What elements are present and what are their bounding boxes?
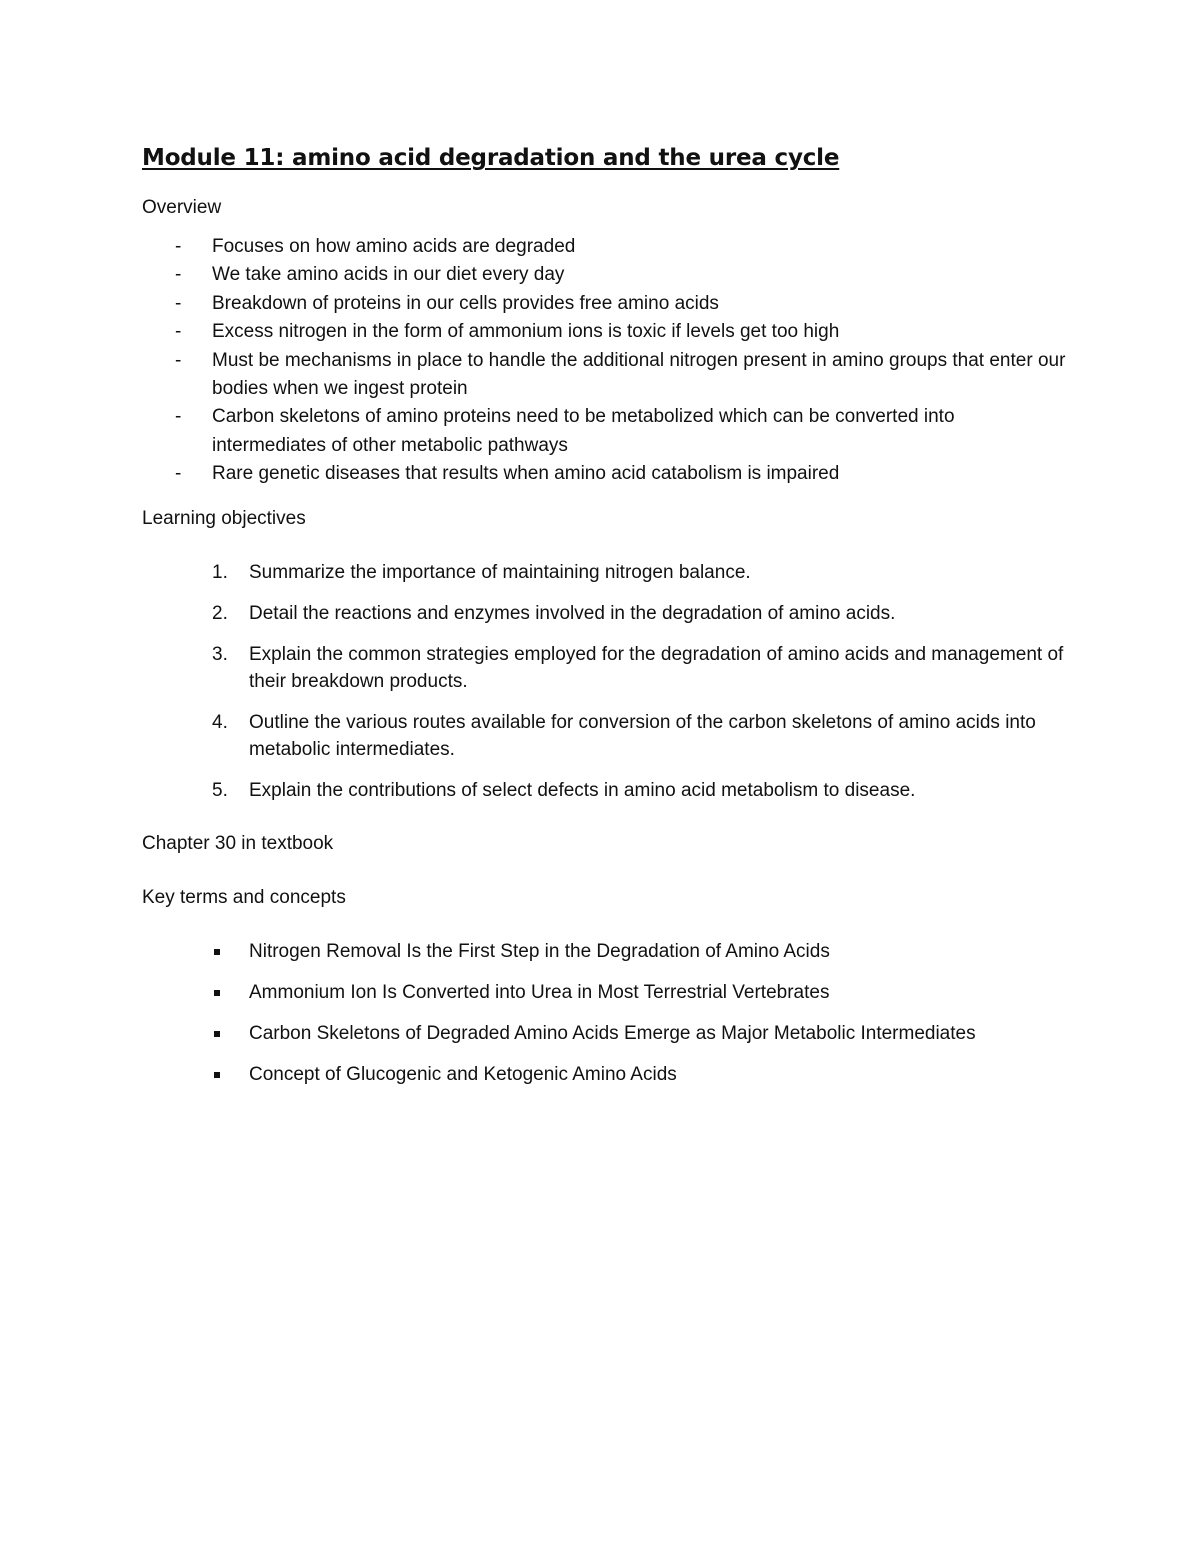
overview-heading: Overview <box>142 197 222 218</box>
learning-objectives-list <box>142 559 1072 804</box>
list-item-text: Carbon skeletons of amino proteins need to be metabolized which can be converted into intermediates of other metabolic pathways <box>212 406 955 456</box>
dash-marker: - <box>175 236 182 257</box>
list-item <box>142 460 1072 488</box>
list-item <box>142 979 1072 1006</box>
dash-marker: - <box>175 463 182 485</box>
square-bullet-icon <box>214 990 220 996</box>
list-item-text: Ammonium Ion Is Converted into Urea in Most Terrestrial Vertebrates <box>249 981 830 1003</box>
list-item <box>142 318 1072 346</box>
list-item <box>142 938 1072 965</box>
list-item-text: Nitrogen Removal Is the First Step in the Degradation of Amino Acids <box>249 940 830 962</box>
list-item-text: Summarize the importance of maintaining nitrogen balance. <box>249 561 751 583</box>
list-number: 1. <box>212 561 228 583</box>
dash-marker: - <box>175 264 182 286</box>
key-terms-list <box>142 938 1072 1088</box>
dash-marker: - <box>175 292 182 314</box>
list-item <box>142 261 1072 289</box>
list-item-text: Excess nitrogen in the form of ammonium ions is toxic if levels get too high <box>212 321 840 343</box>
list-item <box>142 347 1072 404</box>
list-item <box>142 403 1072 460</box>
document-title: Module 11: amino acid degradation and the urea cycle <box>142 145 840 171</box>
list-item <box>142 600 1072 627</box>
list-number: 2. <box>212 602 228 624</box>
list-item <box>142 641 1072 695</box>
list-item <box>142 290 1072 318</box>
square-bullet-icon <box>214 1072 220 1078</box>
list-item-text: Must be mechanisms in place to handle the additional nitrogen present in amino groups that enter our bodies when we ingest protein <box>212 349 1066 400</box>
square-bullet-icon <box>214 949 220 955</box>
list-item-text: We take amino acids in our diet every day <box>212 264 565 286</box>
list-item <box>142 1020 1072 1047</box>
learning-objectives-heading: Learning objectives <box>142 507 306 529</box>
list-item-text: Outline the various routes available for conversion of the carbon skeletons of amino acids into metabolic intermediates. <box>249 711 1036 760</box>
dash-marker: - <box>175 349 182 371</box>
list-item-text: Focuses on how amino acids are degraded <box>212 236 576 257</box>
list-number: 4. <box>212 711 228 733</box>
list-item-text: Concept of Glucogenic and Ketogenic Amino Acids <box>249 1063 677 1085</box>
list-item-text: Rare genetic diseases that results when amino acid catabolism is impaired <box>212 463 840 485</box>
document-content <box>142 142 1072 1102</box>
list-item-text: Carbon Skeletons of Degraded Amino Acids Emerge as Major Metabolic Intermediates <box>249 1022 976 1044</box>
dash-marker: - <box>175 406 182 428</box>
list-number: 3. <box>212 643 228 665</box>
dash-marker: - <box>175 321 182 343</box>
list-item <box>142 709 1072 763</box>
list-item <box>142 1061 1072 1088</box>
list-item <box>142 233 1072 261</box>
list-item <box>142 777 1072 804</box>
square-bullet-icon <box>214 1031 220 1037</box>
list-item-text: Explain the contributions of select defects in amino acid metabolism to disease. <box>249 779 916 801</box>
list-item-text: Detail the reactions and enzymes involved in the degradation of amino acids. <box>249 602 896 624</box>
list-item-text: Explain the common strategies employed for the degradation of amino acids and management of their breakdown products. <box>249 643 1064 692</box>
list-item-text: Breakdown of proteins in our cells provides free amino acids <box>212 292 719 314</box>
chapter-note: Chapter 30 in textbook <box>142 832 334 854</box>
overview-list <box>142 233 1072 489</box>
key-terms-heading: Key terms and concepts <box>142 886 346 908</box>
list-number: 5. <box>212 779 228 801</box>
list-item <box>142 559 1072 586</box>
